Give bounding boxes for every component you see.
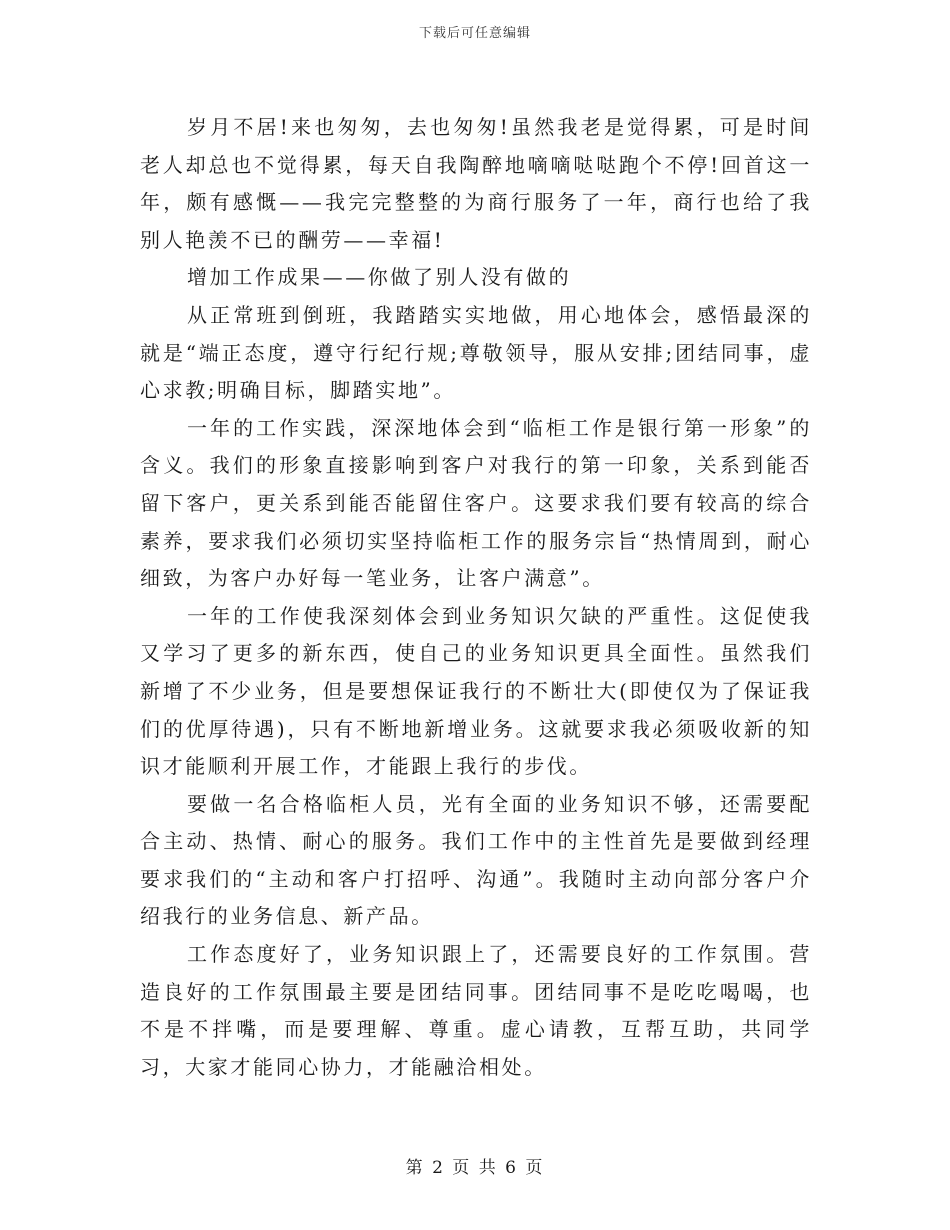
paragraph-3: 一年的工作实践，深深地体会到“临柜工作是银行第一形象”的含义。我们的形象直接影响到客户对我行的第一印象，关系到能否留下客户，更关系到能否能留住客户。这要求我们要有较高的综合素养，要求我们必须切实坚持临柜工作的服务宗旨“热情周到，耐心细致，为客户办好每一笔业务，让客户满意”。 xyxy=(140,415,812,591)
paragraph-1: 岁月不居!来也匆匆，去也匆匆!虽然我老是觉得累，可是时间老人却总也不觉得累，每天自我陶醉地嘀嘀哒哒跑个不停!回首这一年，颇有感慨——我完完整整的为商行服务了一年，商行也给了我别人艳羡不已的酬劳——幸福! xyxy=(140,115,812,252)
document-body xyxy=(140,109,812,1086)
section-heading: 增加工作成果——你做了别人没有做的 xyxy=(187,265,572,290)
paragraph-5: 要做一名合格临柜人员，光有全面的业务知识不够，还需要配合主动、热情、耐心的服务。我们工作中的主性首先是要做到经理要求我们的“主动和客户打招呼、沟通”。我随时主动向部分客户介绍我行的业务信息、新产品。 xyxy=(140,791,812,929)
paragraph-6: 工作态度好了，业务知识跟上了，还需要良好的工作氛围。营造良好的工作氛围最主要是团结同事。团结同事不是吃吃喝喝，也不是不拌嘴，而是要理解、尊重。虚心请教，互帮互助，共同学习，大家才能同心协力，才能融洽相处。 xyxy=(140,942,812,1079)
paragraph-4: 一年的工作使我深刻体会到业务知识欠缺的严重性。这促使我又学习了更多的新东西，使自己的业务知识更具全面性。虽然我们新增了不少业务，但是要想保证我行的不断壮大(即使仅为了保证我们的优厚待遇)，只有不断地新增业务。这就要求我必须吸收新的知识才能顺利开展工作，才能跟上我行的步伐。 xyxy=(140,603,812,779)
paragraph-2: 从正常班到倒班，我踏踏实实地做，用心地体会，感悟最深的就是“端正态度，遵守行纪行规;尊敬领导，服从安排;团结同事，虚心求教;明确目标，脚踏实地”。 xyxy=(140,302,812,403)
page-number-footer: 第 2 页 共 6 页 xyxy=(405,1158,545,1178)
page-header: 下载后可任意编辑 xyxy=(418,26,531,41)
